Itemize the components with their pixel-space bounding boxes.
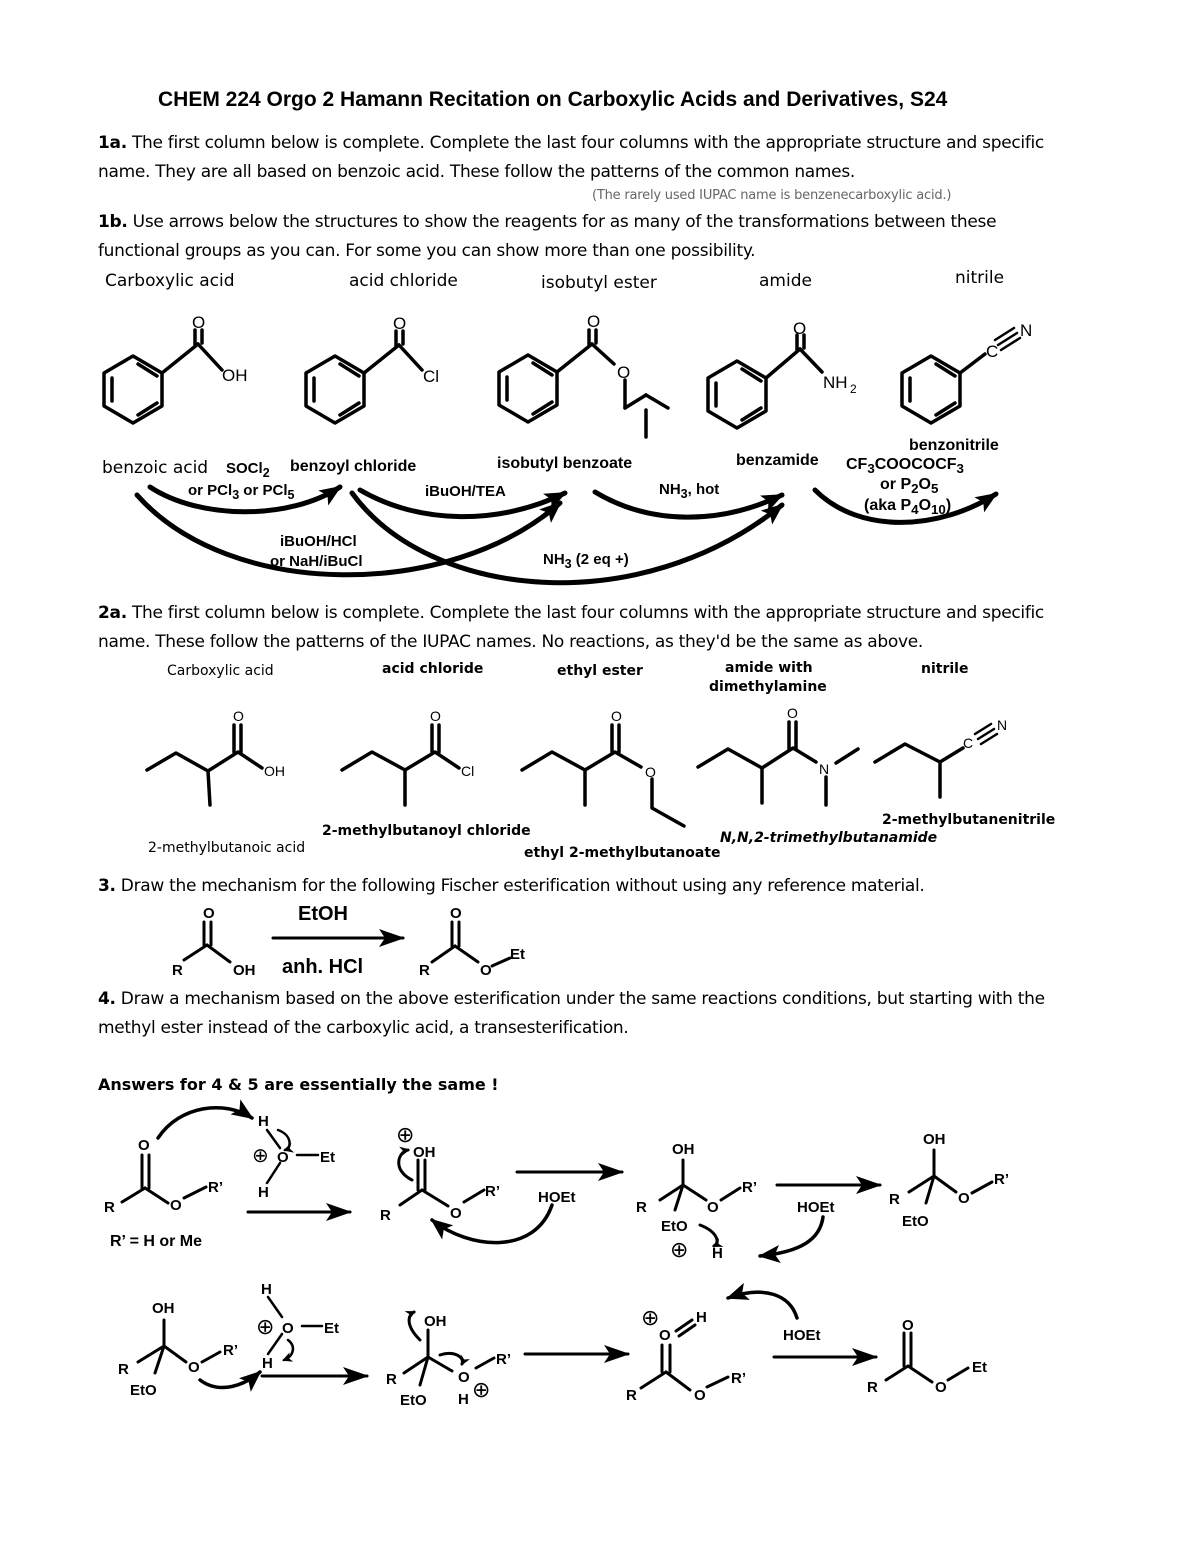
reagent-p2o5: or $P_2O_5$: [880, 476, 939, 497]
header2-dimethylamine: dimethylamine: [709, 679, 827, 695]
question-2a-number: 2a.: [98, 603, 127, 623]
name-benzoic-acid: benzoic acid: [102, 458, 209, 478]
iupac-note: (The rarely used IUPAC name is benzenecarboxylic acid.): [592, 188, 952, 203]
atom-r-prime: R’: [485, 1183, 500, 1200]
atom-oh: OH: [424, 1313, 447, 1330]
name2-methylbutanoic-acid: 2-methylbutanoic acid: [148, 840, 306, 856]
atom-eto: EtO: [130, 1382, 157, 1399]
atom-eto: EtO: [902, 1213, 929, 1230]
2-methylbutanenitrile-structure: [875, 724, 997, 797]
atom-oh: OH: [222, 366, 248, 385]
atom-cl: Cl: [461, 763, 475, 779]
plus-charge-icon: ⊕: [670, 1237, 689, 1262]
q3-carboxylic-acid-structure: [184, 922, 230, 962]
question-4-line-2: methyl ester instead of the carboxylic acid, a transesterification.: [98, 1018, 629, 1038]
atom-et: Et: [320, 1149, 335, 1166]
question-3-text: Draw the mechanism for the following Fischer esterification without using any reference material.: [120, 876, 925, 896]
atom-r: R: [419, 962, 430, 979]
atom-r: R: [380, 1207, 391, 1224]
atom-o: O: [430, 708, 441, 724]
mech-oxonium-2: [268, 1297, 322, 1360]
atom-o: O: [611, 708, 622, 724]
atom-o: O: [902, 1317, 914, 1334]
header2-amide-with: amide with: [725, 660, 813, 676]
name2-methylbutanoyl-chloride: 2-methylbutanoyl chloride: [322, 823, 531, 839]
reagent-ibuoh-hcl: iBuOH/HCl: [280, 533, 357, 550]
atom-h: H: [258, 1184, 269, 1201]
plus-charge-icon: ⊕: [472, 1377, 491, 1402]
2-methylbutanoic-acid-structure: [147, 725, 262, 805]
question-1b-number: 1b.: [98, 212, 128, 232]
mech-step-1-ester: [122, 1155, 206, 1203]
isobutyl-benzoate-structure: [499, 330, 668, 440]
reagent-tfaa: $CF_3COOCOCF_3$: [846, 456, 964, 477]
header2-nitrile: nitrile: [921, 661, 969, 677]
question-1b-line-2: functional groups as you can. For some you can show more than one possibility.: [98, 241, 756, 261]
atom-o: O: [450, 905, 462, 922]
header2-carboxylic-acid: Carboxylic acid: [167, 663, 274, 679]
atom-oh: OH: [923, 1131, 946, 1148]
name2-ethyl-methylbutanoate: ethyl 2-methylbutanoate: [524, 845, 721, 861]
atom-o: O: [707, 1199, 719, 1216]
r-prime-note: R’ = H or Me: [110, 1233, 203, 1250]
trimethylbutanamide-structure: [698, 722, 858, 805]
question-2a-line-2: name. These follow the patterns of the IUPAC names. No reactions, as they'd be the same as above.: [98, 632, 923, 652]
atom-o: O: [958, 1190, 970, 1207]
atom-oh: OH: [152, 1300, 175, 1317]
question-2a-text-1: The first column below is complete. Complete the last four columns with the appropriate structure and specific: [131, 603, 1044, 623]
mech-step-6-protonated: [404, 1312, 494, 1385]
atom-r-prime: R’: [496, 1351, 511, 1368]
q3-ester-structure: [432, 922, 510, 966]
name2-methylbutanenitrile: 2-methylbutanenitrile: [882, 812, 1056, 828]
atom-et: Et: [324, 1320, 339, 1337]
header2-acid-chloride: acid chloride: [382, 661, 484, 677]
mech-step-4-tetrahedral: [909, 1150, 992, 1203]
reagent-hoet: HOEt: [783, 1327, 821, 1344]
question-3-number: 3.: [98, 876, 116, 896]
header-acid-chloride: acid chloride: [349, 271, 458, 291]
page-title: CHEM 224 Orgo 2 Hamann Recitation on Carboxylic Acids and Derivatives, S24: [158, 88, 948, 111]
name-benzonitrile: benzonitrile: [909, 437, 999, 454]
benzoic-acid-structure: [104, 330, 222, 423]
atom-o: O: [233, 708, 244, 724]
atom-h: H: [262, 1355, 273, 1372]
benzamide-structure: [708, 335, 822, 428]
atom-o: O: [480, 962, 492, 979]
question-4-text-1: Draw a mechanism based on the above esterification under the same reactions conditions, but starting with the: [120, 989, 1045, 1009]
atom-c: C: [963, 735, 974, 751]
atom-nh2: NH: [823, 373, 848, 392]
atom-r-prime: R’: [731, 1370, 746, 1387]
reagent-nh3-2eq: $NH_3$ (2 eq +): [543, 551, 629, 571]
plus-charge-icon: ⊕: [252, 1145, 269, 1167]
atom-cl: Cl: [423, 367, 440, 386]
atom-o: O: [694, 1387, 706, 1404]
atom-n: N: [997, 717, 1008, 733]
mech-step-8-ethyl-ester: [886, 1333, 968, 1382]
atom-o: O: [645, 764, 656, 780]
atom-n: N: [819, 761, 830, 777]
reaction-arrows-row-1: [137, 487, 996, 583]
atom-r-prime: R’: [223, 1342, 238, 1359]
atom-h: H: [458, 1391, 469, 1408]
atom-r: R: [889, 1191, 900, 1208]
name-benzoyl-chloride: benzoyl chloride: [290, 458, 417, 475]
atom-r: R: [867, 1379, 878, 1396]
atom-sub-2: 2: [850, 382, 857, 396]
question-1b-text-1: Use arrows below the structures to show the reagents for as many of the transformations between these: [132, 212, 997, 232]
atom-o: O: [935, 1379, 947, 1396]
atom-h: H: [696, 1309, 707, 1326]
mech-curved-arrow-3: [760, 1217, 823, 1256]
atom-et: Et: [972, 1359, 987, 1376]
atom-o: O: [617, 363, 631, 382]
atom-o: O: [138, 1137, 150, 1154]
reagent-nah-ibucl: or NaH/iBuCl: [270, 553, 363, 570]
reagent-pcl: or PCl$_3$ or PCl$_5$: [188, 482, 295, 502]
2-methylbutanoyl-chloride-structure: [342, 725, 459, 805]
atom-o: O: [282, 1320, 294, 1337]
atom-o: O: [793, 319, 807, 338]
reagent-p4o10: (aka $P_4O_{10}$): [864, 497, 952, 518]
atom-o: O: [393, 314, 407, 333]
question-1a-line-2: name. They are all based on benzoic acid. These follow the patterns of the common names.: [98, 162, 855, 182]
atom-n: N: [1020, 321, 1033, 340]
atom-oh: OH: [413, 1144, 436, 1161]
header-isobutyl-ester: isobutyl ester: [541, 273, 657, 293]
atom-oh: OH: [672, 1141, 695, 1158]
atom-eto: EtO: [400, 1392, 427, 1409]
mech-oxonium-1: [267, 1130, 318, 1183]
atom-o: O: [587, 312, 601, 331]
plus-charge-icon: ⊕: [256, 1314, 275, 1339]
atom-r-prime: R’: [208, 1179, 223, 1196]
atom-o: O: [450, 1205, 462, 1222]
atom-labels: [104, 312, 1032, 1409]
atom-o: O: [188, 1359, 200, 1376]
atom-o: O: [203, 905, 215, 922]
atom-oh: OH: [264, 763, 285, 779]
header-amide: amide: [759, 271, 812, 291]
atom-r: R: [118, 1361, 129, 1378]
atom-h: H: [261, 1281, 272, 1298]
header-nitrile: nitrile: [955, 268, 1005, 288]
name-benzamide: benzamide: [736, 452, 819, 469]
q3-reagent-etoh: EtOH: [298, 903, 348, 925]
atom-r-prime: R’: [994, 1171, 1009, 1188]
mech-curved-arrow-1: [158, 1108, 252, 1138]
name-isobutyl-benzoate: isobutyl benzoate: [497, 455, 633, 472]
benzonitrile-structure: [902, 328, 1020, 423]
atom-o: O: [170, 1197, 182, 1214]
atom-r: R: [172, 962, 183, 979]
plus-charge-icon: ⊕: [396, 1122, 415, 1147]
question-1a-text-1: The first column below is complete. Complete the last four columns with the appropriate structure and specific: [131, 133, 1044, 153]
header2-ethyl-ester: ethyl ester: [557, 663, 643, 679]
atom-et: Et: [510, 946, 525, 963]
ethyl-2-methylbutanoate-structure: [522, 725, 684, 826]
mech-step-7-oxocarbenium: [641, 1320, 728, 1390]
atom-o: O: [192, 313, 206, 332]
mech-step-2-protonated: [399, 1150, 484, 1206]
question-4-number: 4.: [98, 989, 116, 1009]
atom-r: R: [104, 1199, 115, 1216]
reagent-socl2: SOCl$_2$: [226, 460, 270, 480]
atom-o: O: [787, 705, 798, 721]
reagent-hoet: HOEt: [797, 1199, 835, 1216]
atom-eto: EtO: [661, 1218, 688, 1235]
atom-r-prime: R’: [742, 1179, 757, 1196]
atom-o: O: [458, 1369, 470, 1386]
reagent-nh3-hot: $NH_3$, hot: [659, 481, 720, 501]
name2-trimethylbutanamide: N,N,2-trimethylbutanamide: [720, 830, 938, 846]
mech-step-5-tetrahedral: [138, 1320, 220, 1373]
benzoyl-chloride-structure: [306, 331, 422, 423]
mech-curved-arrow-4: [200, 1372, 260, 1388]
answers-heading: Answers for 4 & 5 are essentially the same !: [98, 1075, 499, 1094]
header-carboxylic-acid: Carboxylic acid: [105, 271, 235, 291]
atom-o: O: [277, 1149, 289, 1166]
question-1a-number: 1a.: [98, 133, 127, 153]
plus-charge-icon: ⊕: [641, 1305, 660, 1330]
atom-h: H: [258, 1113, 269, 1130]
mech-curved-arrow-5: [728, 1292, 797, 1318]
atom-r: R: [626, 1387, 637, 1404]
atom-r: R: [386, 1371, 397, 1388]
atom-h: H: [712, 1245, 723, 1262]
atom-o: O: [659, 1327, 671, 1344]
reagent-ibuoh-tea: iBuOH/TEA: [425, 483, 506, 500]
reagent-hoet: HOEt: [538, 1189, 576, 1206]
q3-reagent-hcl: anh. HCl: [282, 956, 364, 978]
atom-c: C: [986, 342, 999, 361]
atom-r: R: [636, 1199, 647, 1216]
atom-oh: OH: [233, 962, 256, 979]
